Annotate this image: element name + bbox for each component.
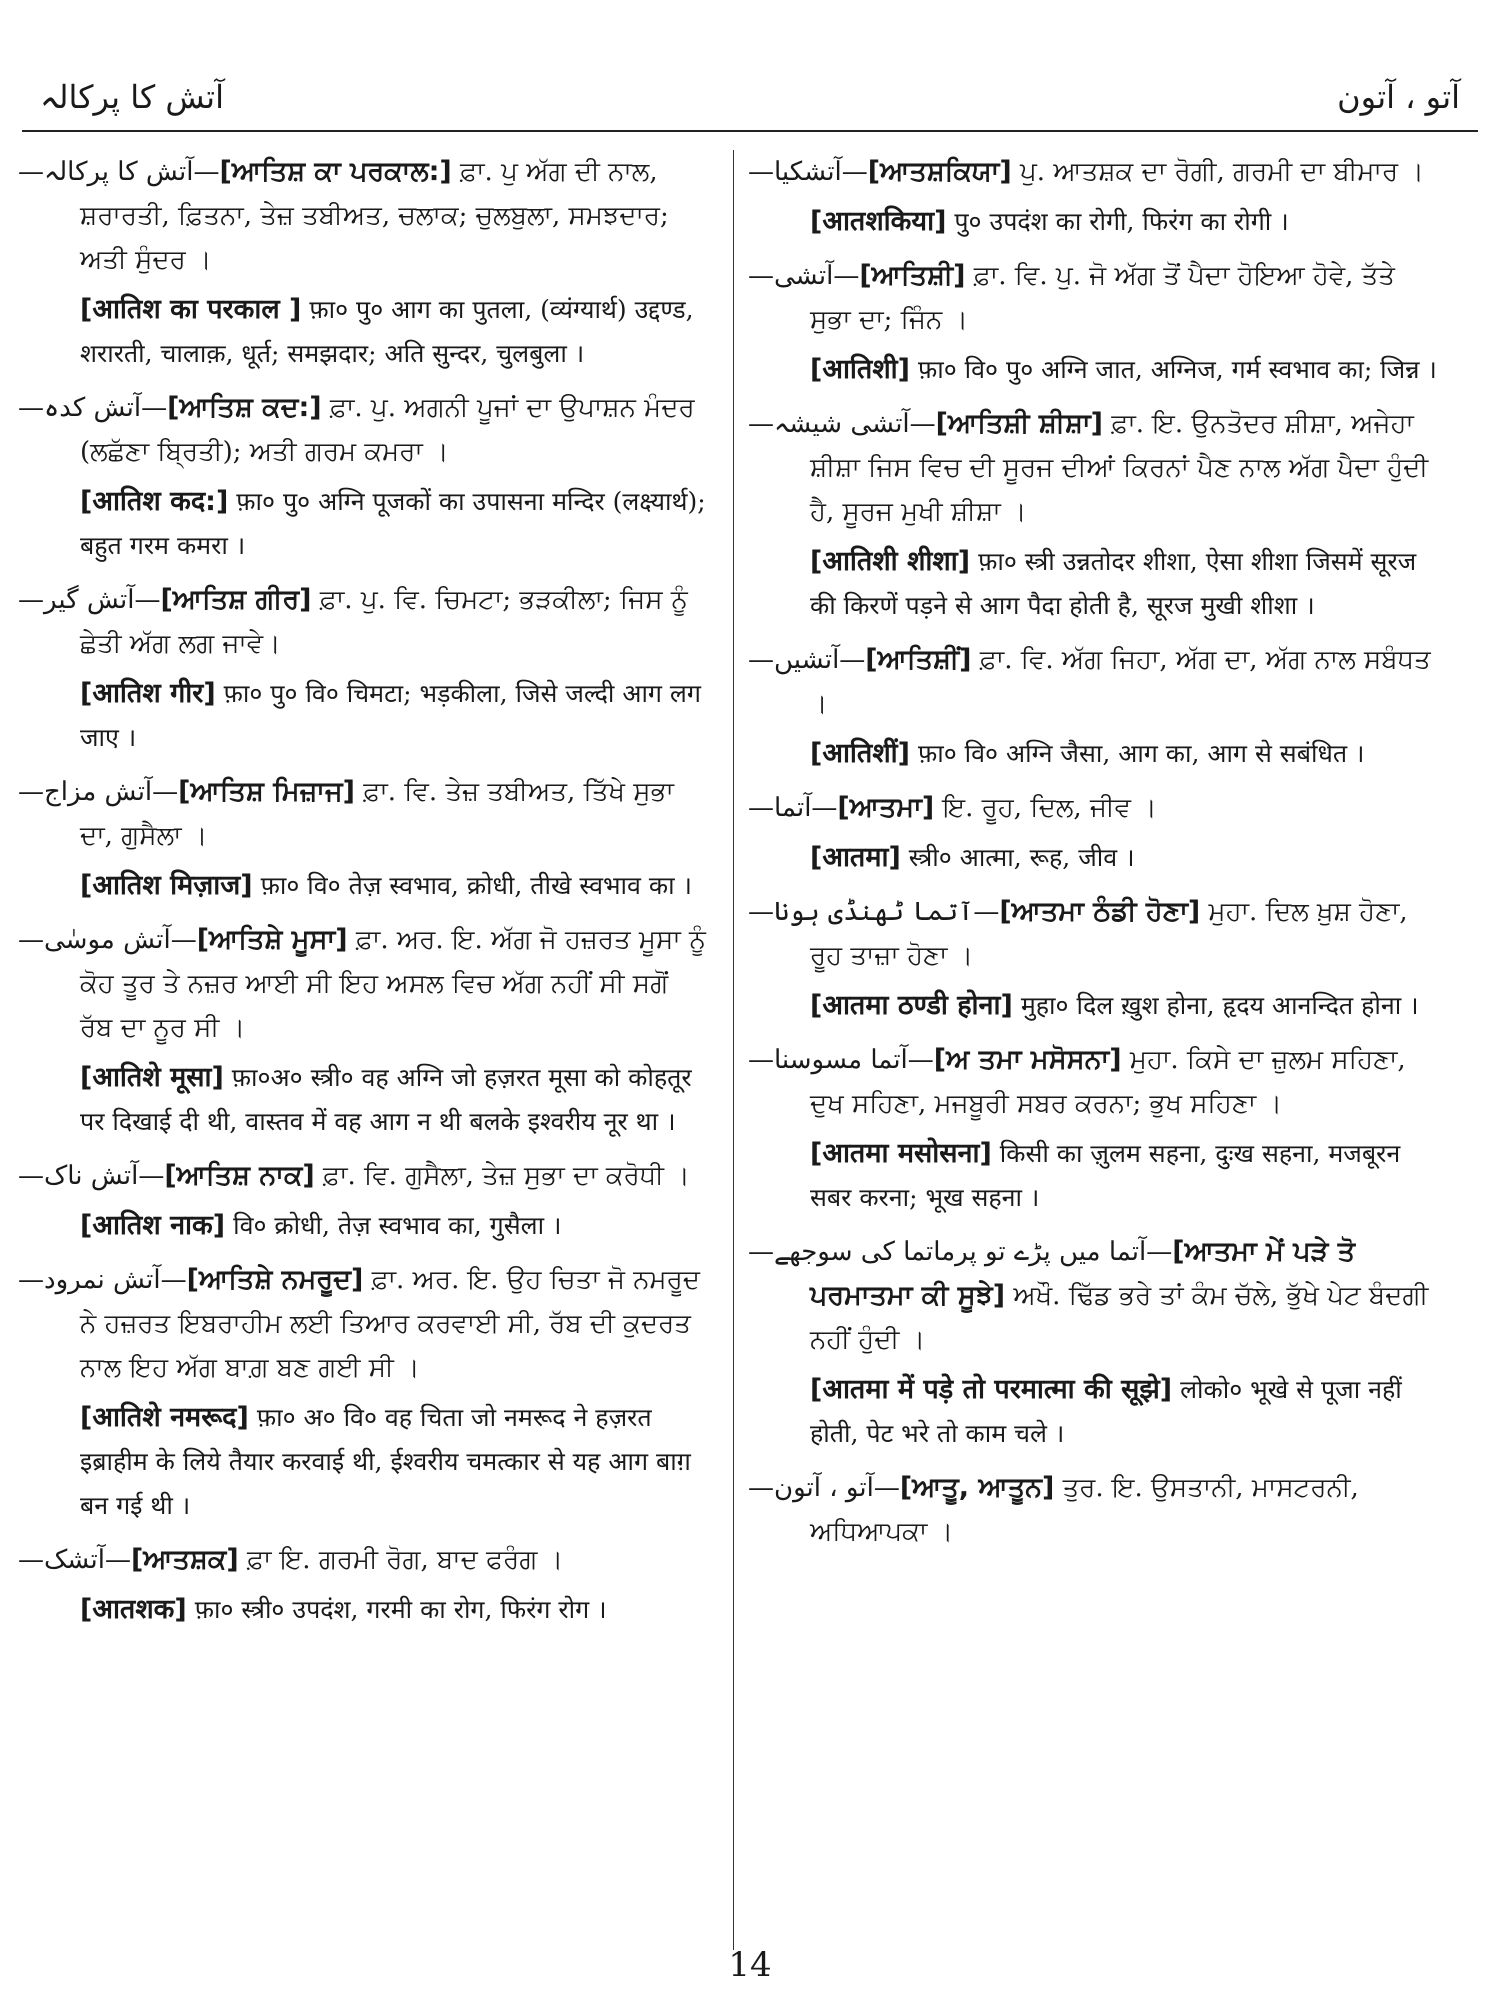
urdu-headword: آتشیں <box>774 645 840 675</box>
hindi-definition: लोको० भूखे से पूजा नहीं होती, पेट भरे तो काम चले । <box>810 1375 1402 1448</box>
hindi-headword: [आतिश मिज़ाज] <box>80 870 253 901</box>
punjabi-headword: [ਆਤਮਾ] <box>837 792 935 823</box>
punjabi-headword: [ਆਤਿਸ਼ ਕਾ ਪਰਕਾਲ:] <box>219 156 452 187</box>
hindi-definition: फ़ा० पु० वि० चिमटा; भड़कीला, जिसे जल्दी आग लग जाए । <box>80 679 701 752</box>
dictionary-entry-7 <box>18 1258 708 1528</box>
punjabi-headword: [ਆਤਿਸ਼ ਗੀਰ] <box>160 584 312 615</box>
punjabi-headword: [ਆਤਿਸ਼ੀ] <box>859 260 966 291</box>
urdu-headword: آتش موسٰی <box>44 925 171 955</box>
punjabi-headword: [ਆਤਿਸ਼ ਨਾਕ] <box>164 1160 315 1191</box>
left-column <box>18 150 708 1950</box>
punjabi-headword: [ਆਤਿਸ਼ੇ ਮੂਸਾ] <box>196 924 348 955</box>
dictionary-entry-6 <box>748 890 1438 1028</box>
punjabi-line: —آتش مزاج—[ਆਤਿਸ਼ ਮਿਜ਼ਾਜ] ਫ਼ਾ. ਵਿ. ਤੇਜ਼ ਤਬੀਅਤ, ਤਿੱਖੇ ਸੁਭਾ ਦਾ, ਗੁਸੈਲਾ । <box>18 776 674 851</box>
page-number: 14 <box>728 1945 772 1985</box>
punjabi-line: —آتما مسوسنا—[ਅ ਤਮਾ ਮਸੋਸਨਾ] ਮੁਹਾ. ਕਿਸੇ ਦਾ ਜ਼ੁਲਮ ਸਹਿਣਾ, ਦੁਖ ਸਹਿਣਾ, ਮਜਬੂਰੀ ਸਬਰ ਕਰਨਾ; ਭੁਖ ਸਹਿਣਾ । <box>748 1044 1406 1119</box>
punjabi-definition: ਫ਼ਾ. ਇ. ਉਨਤੋਦਰ ਸ਼ੀਸ਼ਾ, ਅਜੇਹਾ ਸ਼ੀਸ਼ਾ ਜਿਸ ਵਿਚ ਦੀ ਸੂਰਜ ਦੀਆਂ ਕਿਰਨਾਂ ਪੈਣ ਨਾਲ ਅੱਗ ਪੈਦਾ ਹੁੰਦੀ ਹੈ, ਸੂਰਜ ਮੁਖੀ ਸ਼ੀਸ਼ਾ । <box>810 409 1429 527</box>
dictionary-entry-9 <box>748 1466 1438 1554</box>
hindi-definition: पु० उपदंश का रोगी, फिरंग का रोगी । <box>954 207 1289 236</box>
punjabi-definition: ਇ. ਰੂਹ, ਦਿਲ, ਜੀਵ । <box>942 793 1157 823</box>
hindi-line <box>748 984 1438 1028</box>
hindi-definition: फ़ा० वि० पु० अग्नि जात, अग्निज, गर्म स्वभाव का; जिन्न । <box>917 355 1437 384</box>
punjabi-line: —آتما—[ਆਤਮਾ] ਇ. ਰੂਹ, ਦਿਲ, ਜੀਵ । <box>748 792 1157 823</box>
punjabi-headword: [ਆਤਿਸ਼ੇ ਨਮਰੂਦ] <box>186 1264 364 1295</box>
punjabi-definition: ਫ਼ਾ. ਪੁ ਅੱਗ ਦੀ ਨਾਲ, ਸ਼ਰਾਰਤੀ, ਫ਼ਿਤਨਾ, ਤੇਜ਼ ਤਬੀਅਤ, ਚਲਾਕ; ਚੁਲਬੁਲਾ, ਸਮਝਦਾਰ; ਅਤੀ ਸੁੰਦਰ । <box>80 157 669 275</box>
hindi-definition: फ़ा० वि० तेज़ स्वभाव, क्रोधी, तीखे स्वभाव का । <box>260 871 692 900</box>
hindi-headword: [आतिशी] <box>810 354 911 385</box>
hindi-definition: मुहा० दिल ख़ुश होना, हृदय आनन्दित होना । <box>1020 991 1419 1020</box>
dictionary-entry-4 <box>18 770 708 908</box>
hindi-line <box>748 540 1438 628</box>
urdu-headword: آتو ، آتون <box>774 1473 874 1503</box>
hindi-headword: [आतिशी शीशा] <box>810 546 971 577</box>
hindi-headword: [आतिशीं] <box>810 738 911 769</box>
column-divider <box>733 150 734 1950</box>
dictionary-entry-2 <box>18 386 708 568</box>
urdu-headword: آتشی <box>774 261 834 291</box>
punjabi-headword: [ਆਤਮਾ ਠੰਡੀ ਹੋਣਾ] <box>999 896 1201 927</box>
dictionary-entry-8 <box>748 1230 1438 1456</box>
urdu-headword: آتما <box>774 793 812 823</box>
dictionary-entry-4 <box>748 638 1438 776</box>
right-column <box>748 150 1438 1950</box>
hindi-headword: [आतमा ठण्डी होना] <box>810 990 1013 1021</box>
punjabi-definition: ਫ਼ਾ ਇ. ਗਰਮੀ ਰੋਗ, ਬਾਦ ਫਰੰਗ । <box>246 1545 564 1575</box>
dictionary-entry-7 <box>748 1038 1438 1220</box>
urdu-headword: آتش کا پرکالہ <box>44 157 194 187</box>
dictionary-entry-5 <box>748 786 1438 880</box>
punjabi-definition: ਤੁਰ. ਇ. ਉਸਤਾਨੀ, ਮਾਸਟਰਨੀ, ਅਧਿਆਪਕਾ । <box>810 1473 1359 1547</box>
punjabi-line: —آتشک—[ਆਤਸ਼ਕ] ਫ਼ਾ ਇ. ਗਰਮੀ ਰੋਗ, ਬਾਦ ਫਰੰਗ । <box>18 1544 564 1575</box>
hindi-line <box>748 732 1438 776</box>
punjabi-definition: ਫ਼ਾ. ਵਿ. ਅੱਗ ਜਿਹਾ, ਅੱਗ ਦਾ, ਅੱਗ ਨਾਲ ਸਬੰਧਤ । <box>810 645 1431 719</box>
hindi-line <box>18 672 708 760</box>
punjabi-headword: [ਆਤੂ, ਆਤੂਨ] <box>899 1472 1055 1503</box>
hindi-line <box>748 1132 1438 1220</box>
punjabi-headword: [ਆਤਿਸ਼ ਕਦ:] <box>167 392 322 423</box>
urdu-headword: آتما مسوسنا <box>774 1045 908 1075</box>
hindi-definition: किसी का ज़ुलम सहना, दुःख सहना, मजबूरन सबर करना; भूख सहना । <box>810 1139 1401 1212</box>
hindi-line <box>18 480 708 568</box>
punjabi-line: —آتش گیر—[ਆਤਿਸ਼ ਗੀਰ] ਫ਼ਾ. ਪੁ. ਵਿ. ਚਿਮਟਾ; ਭੜਕੀਲਾ; ਜਿਸ ਨੂੰ ਛੇਤੀ ਅੱਗ ਲਗ ਜਾਵੇ। <box>18 584 688 659</box>
punjabi-headword: [ਆਤਿਸ਼ ਮਿਜ਼ਾਜ] <box>178 776 355 807</box>
hindi-line <box>748 200 1438 244</box>
punjabi-headword: [ਆਤਿਸ਼ੀਂ] <box>865 644 972 675</box>
punjabi-definition: ਫ਼ਾ. ਪੁ. ਅਗਨੀ ਪੂਜਾਂ ਦਾ ਉਪਾਸ਼ਨ ਮੰਦਰ (ਲਛੱਣਾ ਬ੍ਰਿਤੀ); ਅਤੀ ਗਰਮ ਕਮਰਾ । <box>80 393 695 467</box>
header-rule <box>22 130 1478 132</box>
dictionary-entry-3 <box>18 578 708 760</box>
urdu-headword: آتش کدہ <box>44 393 142 423</box>
punjabi-line: —آتش کدہ—[ਆਤਿਸ਼ ਕਦ:] ਫ਼ਾ. ਪੁ. ਅਗਨੀ ਪੂਜਾਂ ਦਾ ਉਪਾਸ਼ਨ ਮੰਦਰ (ਲਛੱਣਾ ਬ੍ਰਿਤੀ); ਅਤੀ ਗਰਮ ਕਮਰਾ । <box>18 392 695 467</box>
page-header <box>40 78 1460 148</box>
hindi-headword: [आतिश कद:] <box>80 486 229 517</box>
punjabi-definition: ਫ਼ਾ. ਵਿ. ਪੁ. ਜੋ ਅੱਗ ਤੋਂ ਪੈਦਾ ਹੋਇਆ ਹੋਵੇ, ਤੱਤੇ ਸੁਭਾ ਦਾ; ਜਿੰਨ । <box>810 261 1395 335</box>
dictionary-entry-5 <box>18 918 708 1144</box>
hindi-line <box>748 836 1438 880</box>
dictionary-entry-6 <box>18 1154 708 1248</box>
header-right-guideword: آتو ، آتون <box>1337 78 1460 116</box>
hindi-line <box>18 1056 708 1144</box>
hindi-definition: फ़ा० अ० वि० वह चिता जो नमरूद ने हज़रत इब्राहीम के लिये तैयार करवाई थी, ईश्वरीय चमत्कार से यह आग बाग़ बन गई थी । <box>80 1403 691 1520</box>
hindi-definition: फ़ा०अ० स्त्री० वह अग्नि जो हज़रत मूसा को कोहतूर पर दिखाई दी थी, वास्तव में वह आग न थी बलके इश्वरीय नूर था । <box>80 1063 692 1136</box>
hindi-headword: [आतशकिया] <box>810 206 947 237</box>
hindi-line <box>18 1204 708 1248</box>
hindi-headword: [आतिश गीर] <box>80 678 216 709</box>
dictionary-entry-8 <box>18 1538 708 1632</box>
dictionary-entry-3 <box>748 402 1438 628</box>
punjabi-definition: ਫ਼ਾ. ਅਰ. ਇ. ਅੱਗ ਜੋ ਹਜ਼ਰਤ ਮੂਸਾ ਨੂੰ ਕੋਹ ਤੂਰ ਤੇ ਨਜ਼ਰ ਆਈ ਸੀ ਇਹ ਅਸਲ ਵਿਚ ਅੱਗ ਨਹੀਂ ਸੀ ਸਗੋਂ ਰੱਬ ਦਾ ਨੂਰ ਸੀ । <box>80 925 706 1043</box>
hindi-definition: फ़ा० स्त्री० उपदंश, गरमी का रोग, फिरंग रोग । <box>194 1595 607 1624</box>
punjabi-line: —آتش نمرود—[ਆਤਿਸ਼ੇ ਨਮਰੂਦ] ਫ਼ਾ. ਅਰ. ਇ. ਉਹ ਚਿਤਾ ਜੋ ਨਮਰੂਦ ਨੇ ਹਜ਼ਰਤ ਇਬਰਾਹੀਮ ਲਈ ਤਿਆਰ ਕਰਵਾਈ ਸੀ, ਰੱਬ ਦੀ ਕੁਦਰਤ ਨਾਲ ਇਹ ਅੱਗ ਬਾਗ਼ ਬਣ ਗਈ ਸੀ । <box>18 1264 700 1383</box>
header-left-guideword: آتش کا پرکالہ <box>40 78 224 116</box>
dictionary-entry-1 <box>18 150 708 376</box>
hindi-headword: [आतिशे नमरूद] <box>80 1402 249 1433</box>
urdu-headword: آتشکیا <box>774 157 842 187</box>
punjabi-headword: [ਅ ਤਮਾ ਮਸੋਸਨਾ] <box>933 1044 1122 1075</box>
hindi-headword: [आतिश का परकाल ] <box>80 294 302 325</box>
punjabi-line: —آتش موسٰی—[ਆਤਿਸ਼ੇ ਮੂਸਾ] ਫ਼ਾ. ਅਰ. ਇ. ਅੱਗ ਜੋ ਹਜ਼ਰਤ ਮੂਸਾ ਨੂੰ ਕੋਹ ਤੂਰ ਤੇ ਨਜ਼ਰ ਆਈ ਸੀ ਇਹ ਅਸਲ ਵਿਚ ਅੱਗ ਨਹੀਂ ਸੀ ਸਗੋਂ ਰੱਬ ਦਾ ਨੂਰ ਸੀ । <box>18 924 706 1043</box>
punjabi-line: —آتو ، آتون—[ਆਤੂ, ਆਤੂਨ] ਤੁਰ. ਇ. ਉਸਤਾਨੀ, ਮਾਸਟਰਨੀ, ਅਧਿਆਪਕਾ । <box>748 1472 1359 1547</box>
hindi-headword: [आतिशे मूसा] <box>80 1062 224 1093</box>
punjabi-definition: ਮੁਹਾ. ਦਿਲ ਖ਼ੁਸ਼ ਹੋਣਾ, ਰੂਹ ਤਾਜ਼ਾ ਹੋਣਾ । <box>810 897 1408 971</box>
punjabi-definition: ਫ਼ਾ. ਵਿ. ਗੁਸੈਲਾ, ਤੇਜ਼ ਸੁਭਾ ਦਾ ਕਰੋਧੀ । <box>323 1161 690 1191</box>
punjabi-headword: [ਆਤਸ਼ਕ] <box>130 1544 239 1575</box>
urdu-headword: آتشی شیشہ <box>774 409 910 439</box>
hindi-headword: [आतमा] <box>810 842 901 873</box>
punjabi-line: —آتشی شیشہ—[ਆਤਿਸ਼ੀ ਸ਼ੀਸ਼ਾ] ਫ਼ਾ. ਇ. ਉਨਤੋਦਰ ਸ਼ੀਸ਼ਾ, ਅਜੇਹਾ ਸ਼ੀਸ਼ਾ ਜਿਸ ਵਿਚ ਦੀ ਸੂਰਜ ਦੀਆਂ ਕਿਰਨਾਂ ਪੈਣ ਨਾਲ ਅੱਗ ਪੈਦਾ ਹੁੰਦੀ ਹੈ, ਸੂਰਜ ਮੁਖੀ ਸ਼ੀਸ਼ਾ । <box>748 408 1429 527</box>
punjabi-line: —آتما ٹھنڈی ہونا—[ਆਤਮਾ ਠੰਡੀ ਹੋਣਾ] ਮੁਹਾ. ਦਿਲ ਖ਼ੁਸ਼ ਹੋਣਾ, ਰੂਹ ਤਾਜ਼ਾ ਹੋਣਾ । <box>748 896 1408 971</box>
urdu-headword: آتش ناک <box>44 1161 139 1191</box>
hindi-headword: [आतमा मसोसना] <box>810 1138 992 1169</box>
punjabi-headword: [ਆਤਿਸ਼ੀ ਸ਼ੀਸ਼ਾ] <box>935 408 1104 439</box>
hindi-definition: फ़ा० स्त्री उन्नतोदर शीशा, ऐसा शीशा जिसमें सूरज की किरणें पड़ने से आग पैदा होती है, सूरज मुखी शीशा । <box>810 547 1417 620</box>
urdu-headword: آتش گیر <box>44 585 135 615</box>
hindi-line <box>18 288 708 376</box>
punjabi-headword: [ਆਤਮਾ ਮੇਂ ਪੜੇ ਤੋ ਪਰਮਾਤਮਾ ਕੀ ਸੂਝੇ] <box>810 1236 1356 1311</box>
hindi-line <box>18 1588 708 1632</box>
punjabi-line: —آتشیں—[ਆਤਿਸ਼ੀਂ] ਫ਼ਾ. ਵਿ. ਅੱਗ ਜਿਹਾ, ਅੱਗ ਦਾ, ਅੱਗ ਨਾਲ ਸਬੰਧਤ । <box>748 644 1431 719</box>
hindi-headword: [आतमा में पड़े तो परमात्मा की सूझे] <box>810 1374 1173 1405</box>
hindi-definition: फ़ा० पु० अग्नि पूजकों का उपासना मन्दिर (लक्ष्यार्थ); बहुत गरम कमरा । <box>80 487 706 560</box>
urdu-headword: آتش مزاج <box>44 777 153 807</box>
hindi-line <box>748 348 1438 392</box>
dictionary-entry-2 <box>748 254 1438 392</box>
punjabi-line: —آتش کا پرکالہ—[ਆਤਿਸ਼ ਕਾ ਪਰਕਾਲ:] ਫ਼ਾ. ਪੁ ਅੱਗ ਦੀ ਨਾਲ, ਸ਼ਰਾਰਤੀ, ਫ਼ਿਤਨਾ, ਤੇਜ਼ ਤਬੀਅਤ, ਚਲਾਕ; ਚੁਲਬੁਲਾ, ਸਮਝਦਾਰ; ਅਤੀ ਸੁੰਦਰ । <box>18 156 669 275</box>
punjabi-line: —آتشی—[ਆਤਿਸ਼ੀ] ਫ਼ਾ. ਵਿ. ਪੁ. ਜੋ ਅੱਗ ਤੋਂ ਪੈਦਾ ਹੋਇਆ ਹੋਵੇ, ਤੱਤੇ ਸੁਭਾ ਦਾ; ਜਿੰਨ । <box>748 260 1395 335</box>
punjabi-line: —آتما میں پڑے تو پرماتما کی سوجھے—[ਆਤਮਾ ਮੇਂ ਪੜੇ ਤੋ ਪਰਮਾਤਮਾ ਕੀ ਸੂਝੇ] ਅਖੌ. ਢਿੱਡ ਭਰੇ ਤਾਂ ਕੰਮ ਚੱਲੇ, ਭੁੱਖੇ ਪੇਟ ਬੰਦਗੀ ਨਹੀਂ ਹੁੰਦੀ । <box>748 1236 1429 1355</box>
punjabi-definition: ਪੁ. ਆਤਸ਼ਕ ਦਾ ਰੋਗੀ, ਗਰਮੀ ਦਾ ਬੀਮਾਰ । <box>1020 157 1424 187</box>
urdu-headword: آتش نمرود <box>44 1265 161 1295</box>
hindi-line <box>748 1368 1438 1456</box>
punjabi-definition: ਫ਼ਾ. ਵਿ. ਤੇਜ਼ ਤਬੀਅਤ, ਤਿੱਖੇ ਸੁਭਾ ਦਾ, ਗੁਸੈਲਾ । <box>80 777 674 851</box>
punjabi-line: —آتش ناک—[ਆਤਿਸ਼ ਨਾਕ] ਫ਼ਾ. ਵਿ. ਗੁਸੈਲਾ, ਤੇਜ਼ ਸੁਭਾ ਦਾ ਕਰੋਧੀ । <box>18 1160 690 1191</box>
urdu-headword: آتشک <box>44 1545 105 1575</box>
hindi-line <box>18 1396 708 1528</box>
urdu-headword: آتما ٹھنڈی ہونا <box>774 897 974 927</box>
hindi-line <box>18 864 708 908</box>
hindi-headword: [आतशक] <box>80 1594 187 1625</box>
hindi-definition: स्त्री० आत्मा, रूह, जीव । <box>908 843 1135 872</box>
dictionary-entry-1 <box>748 150 1438 244</box>
hindi-definition: वि० क्रोधी, तेज़ स्वभाव का, गुसैला । <box>233 1211 562 1240</box>
punjabi-definition: ਫ਼ਾ. ਪੁ. ਵਿ. ਚਿਮਟਾ; ਭੜਕੀਲਾ; ਜਿਸ ਨੂੰ ਛੇਤੀ ਅੱਗ ਲਗ ਜਾਵੇ। <box>80 585 688 659</box>
urdu-headword: آتما میں پڑے تو پرماتما کی سوجھے <box>774 1237 1147 1267</box>
punjabi-definition: ਮੁਹਾ. ਕਿਸੇ ਦਾ ਜ਼ੁਲਮ ਸਹਿਣਾ, ਦੁਖ ਸਹਿਣਾ, ਮਜਬੂਰੀ ਸਬਰ ਕਰਨਾ; ਭੁਖ ਸਹਿਣਾ । <box>810 1045 1406 1119</box>
punjabi-headword: [ਆਤਸ਼ਕਿਯਾ] <box>867 156 1012 187</box>
punjabi-definition: ਫ਼ਾ. ਅਰ. ਇ. ਉਹ ਚਿਤਾ ਜੋ ਨਮਰੂਦ ਨੇ ਹਜ਼ਰਤ ਇਬਰਾਹੀਮ ਲਈ ਤਿਆਰ ਕਰਵਾਈ ਸੀ, ਰੱਬ ਦੀ ਕੁਦਰਤ ਨਾਲ ਇਹ ਅੱਗ ਬਾਗ਼ ਬਣ ਗਈ ਸੀ । <box>80 1265 700 1383</box>
hindi-headword: [आतिश नाक] <box>80 1210 226 1241</box>
hindi-definition: फ़ा० वि० अग्नि जैसा, आग का, आग से सबंधित । <box>917 739 1365 768</box>
hindi-definition: फ़ा० पु० आग का पुतला, (व्यंग्यार्थ) उद्दण्ड, शरारती, चालाक़, धूर्त; समझदार; अति सुन्दर, चुलबुला । <box>80 295 694 368</box>
punjabi-definition: ਅਖੌ. ਢਿੱਡ ਭਰੇ ਤਾਂ ਕੰਮ ਚੱਲੇ, ਭੁੱਖੇ ਪੇਟ ਬੰਦਗੀ ਨਹੀਂ ਹੁੰਦੀ । <box>810 1281 1429 1355</box>
punjabi-line: —آتشکیا—[ਆਤਸ਼ਕਿਯਾ] ਪੁ. ਆਤਸ਼ਕ ਦਾ ਰੋਗੀ, ਗਰਮੀ ਦਾ ਬੀਮਾਰ । <box>748 156 1424 187</box>
